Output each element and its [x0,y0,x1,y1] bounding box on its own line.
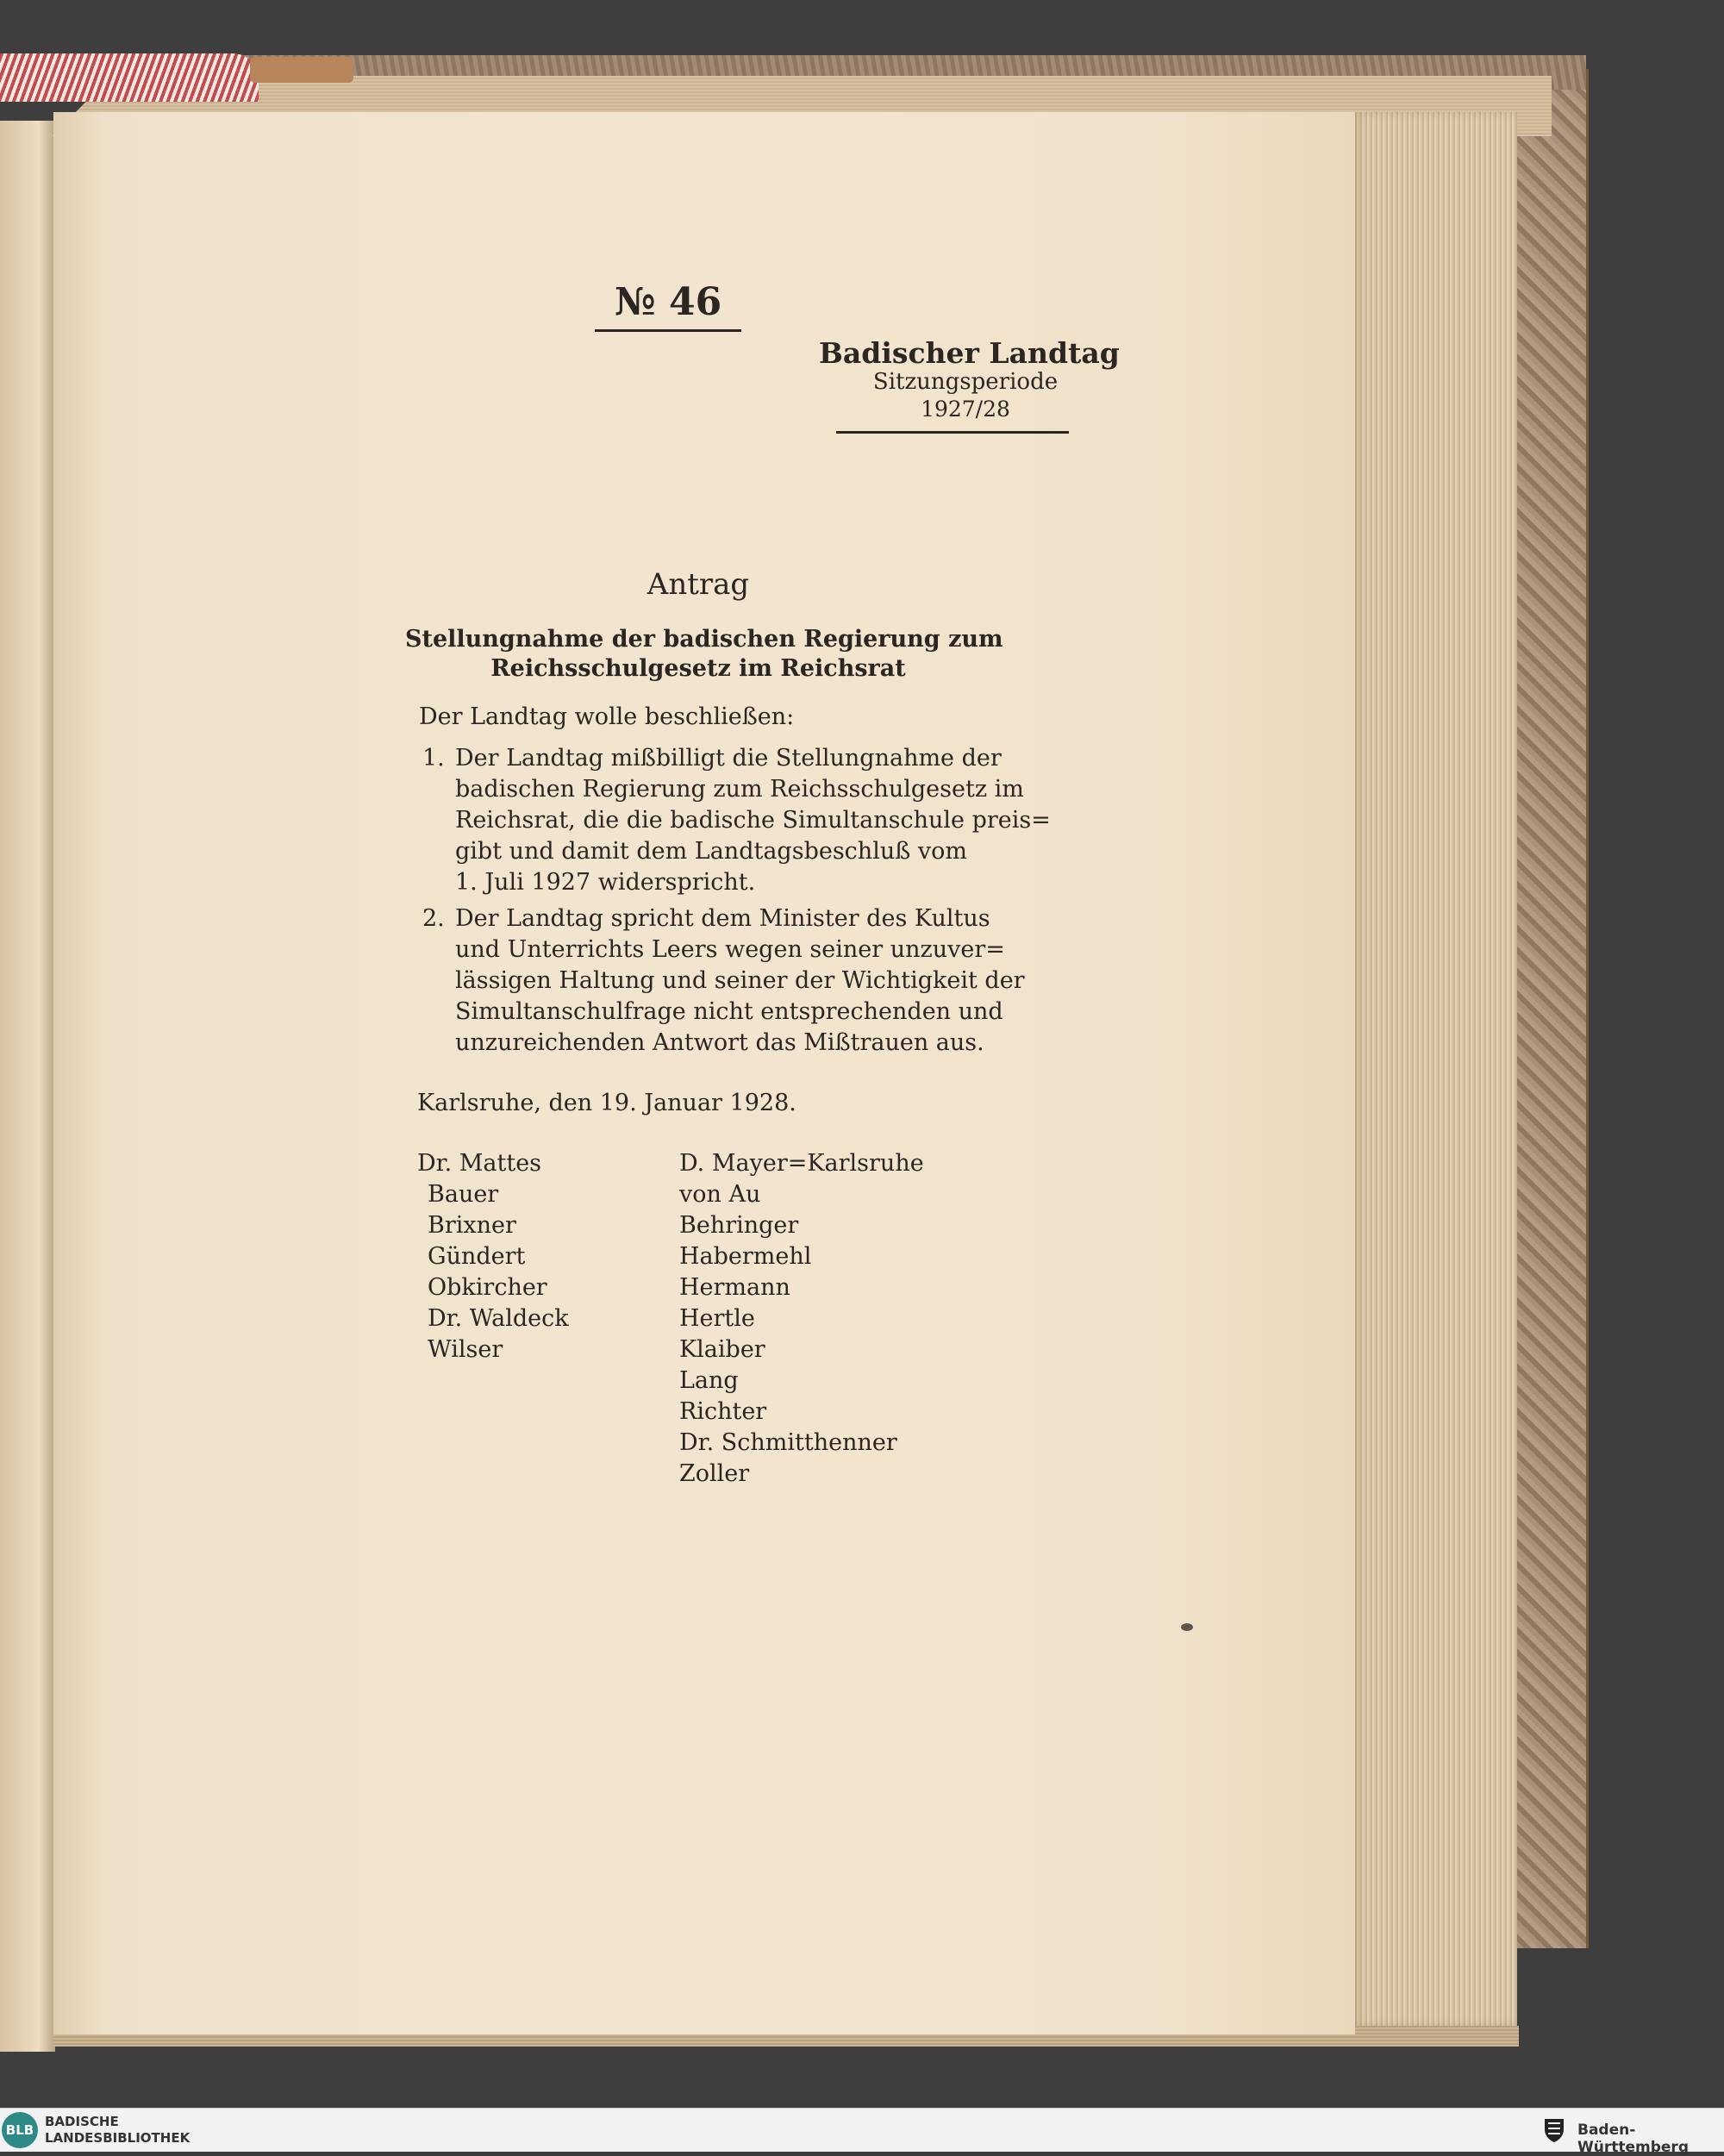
spine-leather [250,57,353,83]
signatory: Brixner [428,1212,516,1239]
document-page [53,112,1355,2034]
signatory: Bauer [428,1181,499,1208]
document-heading: Antrag [646,567,750,602]
signatory: D. Mayer=Karlsruhe [679,1150,924,1177]
item-text-line: unzureichenden Antwort das Mißtrauen aus. [455,1029,984,1056]
item-text-line: 1. Juli 1927 widerspricht. [455,869,756,896]
library-name-line: BADISCHE [45,2114,119,2129]
subject-line: Stellungnahme der badischen Regierung zum [405,626,1003,653]
place-and-date: Karlsruhe, den 19. Januar 1928. [417,1090,796,1116]
library-logo[interactable]: BLB [2,2112,38,2148]
item-text-line: gibt und damit dem Landtagsbeschluß vom [455,838,967,865]
signatory: Richter [679,1398,767,1425]
viewer-footer [0,2108,1724,2156]
item-text-line: Simultanschulfrage nicht entsprechenden und [455,998,1003,1025]
signatory: Lang [679,1367,739,1394]
item-text-line: badischen Regierung zum Reichsschulgesetz im [455,776,1024,803]
subject-line: Reichsschulgesetz im Reichsrat [490,655,906,682]
signatory: Gündert [428,1243,526,1270]
headband [0,53,259,102]
signatory: Habermehl [679,1243,812,1270]
state-name: Baden-Württemberg [1577,2122,1689,2156]
coat-of-arms-icon [1543,2117,1565,2143]
left-page-edge [0,121,55,2052]
parliament-title: Badischer Landtag [819,336,1120,370]
item-number: 1. [422,745,445,772]
paper-spot [1181,1623,1193,1631]
signatory: Behringer [679,1212,799,1239]
item-number: 2. [422,905,445,932]
item-text-line: und Unterrichts Leers wegen seiner unzuver= [455,936,1005,963]
item-text-line: Der Landtag spricht dem Minister des Kultus [455,905,990,932]
signatory: Zoller [679,1460,750,1487]
item-text-line: Der Landtag mißbilligt die Stellungnahme der [455,745,1002,772]
library-name-line: LANDESBIBLIOTHEK [45,2130,191,2146]
signatory: Hertle [679,1305,755,1332]
signatory: Obkircher [428,1274,547,1301]
motion-intro: Der Landtag wolle beschließen: [419,703,795,730]
document-number: № 46 [595,280,741,332]
signatory: Klaiber [679,1336,765,1363]
signatory: Wilser [428,1336,503,1363]
book-cover-edge [1517,69,1589,1948]
session-label: Sitzungsperiode [872,369,1059,395]
signatory: von Au [679,1181,761,1208]
item-text-line: Reichsrat, die die badische Simultanschule preis= [455,807,1051,834]
page-block-side [1353,112,1517,2026]
signatory: Dr. Schmitthenner [679,1429,897,1456]
signatory: Dr. Waldeck [428,1305,569,1332]
signatory: Dr. Mattes [417,1150,542,1177]
signatory: Hermann [679,1274,790,1301]
item-text-line: lässigen Haltung und seiner der Wichtigkeit der [455,967,1025,994]
header-rule [836,431,1069,434]
session-period: 1927/28 [921,397,1010,422]
